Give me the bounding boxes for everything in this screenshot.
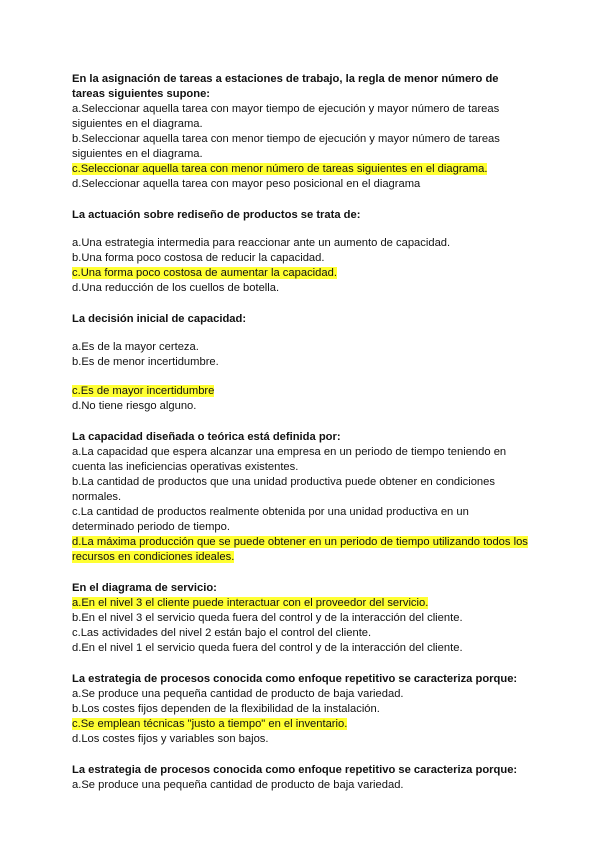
option-a: a.Seleccionar aquella tarea con mayor tiempo de ejecución y mayor número de tareas siguientes en el diagrama. [72, 103, 500, 130]
option-b: b.Una forma poco costosa de reducir la capacidad. [72, 252, 325, 264]
option-c: c.Las actividades del nivel 2 están bajo el control del cliente. [72, 627, 372, 639]
option-d: d.En el nivel 1 el servicio queda fuera del control y de la interacción del cliente. [72, 642, 463, 654]
question-4 [72, 430, 532, 565]
option-a-highlighted: a.En el nivel 3 el cliente puede interactuar con el proveedor del servicio. [72, 597, 429, 609]
option-d: d.No tiene riesgo alguno. [72, 400, 197, 412]
option-a: a.Se produce una pequeña cantidad de producto de baja variedad. [72, 779, 404, 791]
option-a: a.Una estrategia intermedia para reaccionar ante un aumento de capacidad. [72, 237, 451, 249]
question-title: La decisión inicial de capacidad: [72, 313, 247, 325]
question-7 [72, 763, 532, 793]
document-page [72, 72, 532, 809]
option-c-highlighted: c.Una forma poco costosa de aumentar la capacidad. [72, 267, 337, 279]
question-title: En el diagrama de servicio: [72, 582, 217, 594]
option-b: b.Es de menor incertidumbre. [72, 356, 219, 368]
question-6 [72, 672, 532, 747]
question-5 [72, 581, 532, 656]
option-d: d.Una reducción de los cuellos de botella. [72, 282, 280, 294]
question-title: La actuación sobre rediseño de productos se trata de: [72, 209, 361, 221]
option-a: a.Es de la mayor certeza. [72, 341, 199, 353]
question-1 [72, 72, 532, 192]
option-d-highlighted: d.La máxima producción que se puede obtener en un periodo de tiempo utilizando todos los recursos en condiciones ideales. [72, 536, 528, 563]
option-c-highlighted: c.Es de mayor incertidumbre [72, 385, 215, 397]
option-a: a.La capacidad que espera alcanzar una empresa en un periodo de tiempo teniendo en cuenta las ineficiencias operativas existentes. [72, 446, 507, 473]
question-title: La estrategia de procesos conocida como enfoque repetitivo se caracteriza porque: [72, 764, 518, 776]
question-title: La estrategia de procesos conocida como enfoque repetitivo se caracteriza porque: [72, 673, 518, 685]
question-3 [72, 312, 532, 414]
option-c-highlighted: c.Se emplean técnicas "justo a tiempo" en el inventario. [72, 718, 348, 730]
question-2 [72, 208, 532, 296]
option-b: b.Seleccionar aquella tarea con menor tiempo de ejecución y mayor número de tareas siguientes en el diagrama. [72, 133, 500, 160]
option-d: d.Los costes fijos y variables son bajos. [72, 733, 269, 745]
question-title: La capacidad diseñada o teórica está definida por: [72, 431, 341, 443]
question-title: En la asignación de tareas a estaciones de trabajo, la regla de menor número de tareas siguientes supone: [72, 73, 499, 100]
option-b: b.La cantidad de productos que una unidad productiva puede obtener en condiciones normales. [72, 476, 495, 503]
option-b: b.En el nivel 3 el servicio queda fuera del control y de la interacción del cliente. [72, 612, 463, 624]
blank-line [72, 370, 532, 384]
option-b: b.Los costes fijos dependen de la flexibilidad de la instalación. [72, 703, 380, 715]
option-c-highlighted: c.Seleccionar aquella tarea con menor número de tareas siguientes en el diagrama. [72, 163, 488, 175]
option-c: c.La cantidad de productos realmente obtenida por una unidad productiva en un determinado periodo de tiempo. [72, 506, 469, 533]
option-a: a.Se produce una pequeña cantidad de producto de baja variedad. [72, 688, 404, 700]
option-d: d.Seleccionar aquella tarea con mayor peso posicional en el diagrama [72, 178, 421, 190]
